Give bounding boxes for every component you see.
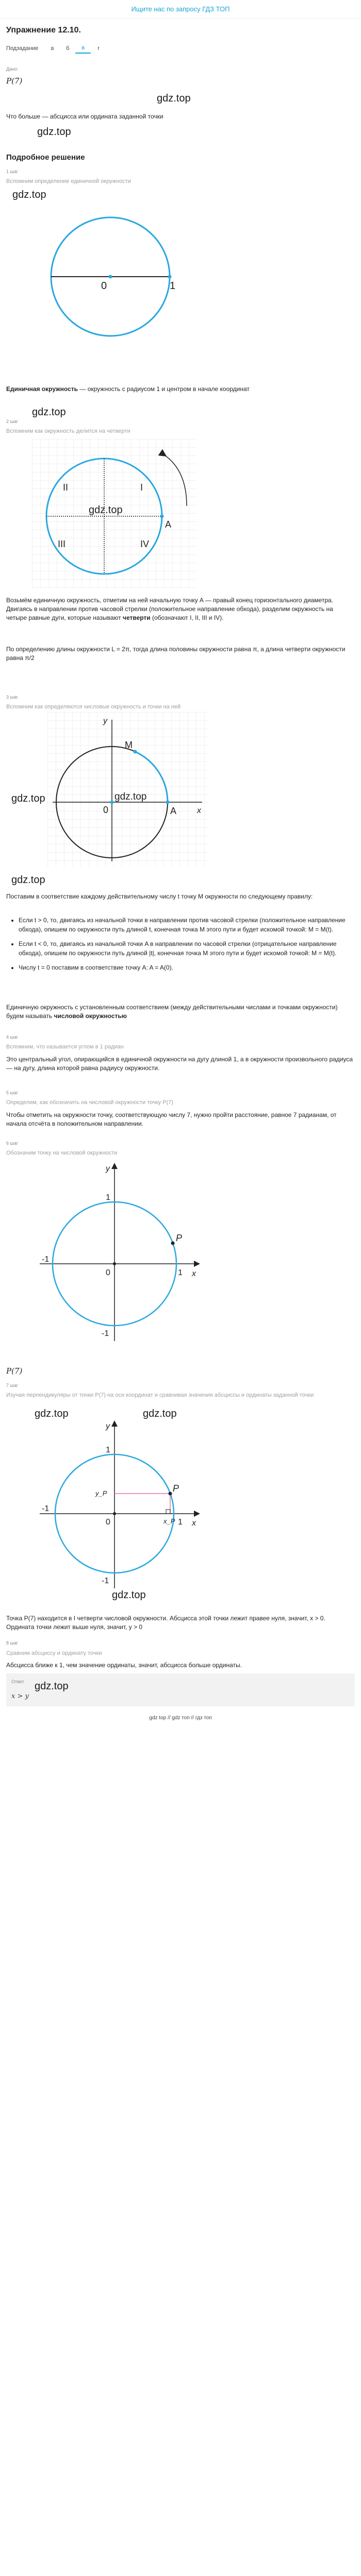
origin-point (113, 1512, 116, 1515)
sublevel-tab-a[interactable]: а (51, 45, 54, 52)
label-neg-x: -1 (42, 1255, 50, 1264)
label-o: 0 (106, 1517, 110, 1527)
step-hint: Определим, как обозначить на числовой окружности точку P(7) (6, 1099, 174, 1106)
point-p (169, 1492, 172, 1495)
watermark: gdz.top (12, 189, 46, 200)
sublevel-tab-g[interactable]: г (97, 45, 100, 52)
step-hint: Вспомним как определяются числовые окружность и точки на ней (6, 703, 181, 710)
quarters-term: четверти (122, 614, 151, 622)
right-angle-mark (166, 1510, 170, 1514)
step-6 (6, 1140, 355, 1382)
label-y: y (103, 716, 107, 725)
watermark: gdz.top (11, 874, 45, 886)
unit-circle-definition (6, 385, 250, 394)
point-m (134, 750, 137, 753)
step-tag: 3 шаг (6, 694, 19, 700)
coordinates-diagram (35, 1418, 205, 1594)
step-tag: 5 шаг (6, 1090, 19, 1095)
label-one-x: 1 (178, 1268, 183, 1277)
step-hint: Изучая перпендикуляры от точки P(7) на оси координат и сравнивая значения абсциссы и ординаты заданной точки (6, 1392, 314, 1398)
center-point (109, 275, 112, 278)
top-banner-link[interactable]: Ищите нас по запросу ГДЗ ТОП (131, 5, 230, 13)
watermark: gdz.top (157, 93, 191, 105)
mapping-rules (6, 916, 355, 977)
step-tag: 8 шаг (6, 1640, 19, 1646)
step-3 (6, 694, 355, 1034)
step-4 (6, 1034, 355, 1090)
radian-text: Это центральный угол, опирающийся в единичной окружности на дугу длиной 1, а в окружности произвольного радиуса — на дугу, длина которой равна радиусу окружности. (6, 1055, 353, 1072)
step-tag: 4 шаг (6, 1034, 19, 1040)
rule-item: • Если t > 0, то, двигаясь из начальной точки в направлении против часовой стрелки (положительное направление обхода), опишем по окружности путь длиной t, конечная точка M этого пути и будет искомой точкой: M = M(t). (19, 916, 355, 934)
step-8 (6, 1640, 355, 1670)
label-one-y: 1 (106, 1193, 110, 1202)
step-hint: Обозначим точку на числовой окружности (6, 1149, 118, 1156)
label-m: M (125, 739, 133, 750)
step-hint: Вспомним, что называется углом в 1 радиан (6, 1043, 124, 1050)
origin-point (113, 1262, 116, 1265)
label-zero: 0 (101, 280, 107, 292)
watermark: gdz.top (11, 792, 45, 804)
quarters-diagram (32, 439, 197, 588)
unit-circle-diagram (43, 210, 177, 344)
definition-text: — окружность с радиусом 1 и центром в начале координат (78, 385, 250, 393)
label-a: A (170, 805, 177, 816)
mapping-intro: Поставим в соответствие каждому действительному числу t точку M окружности по следующему правилу: (6, 892, 313, 900)
point-one (168, 275, 172, 278)
label-yp: y_P (95, 1489, 107, 1497)
quarters-text (6, 596, 355, 623)
watermark: gdz.top (143, 1408, 177, 1419)
circumference-text: По определению длины окружности L = 2π, тогда длина половины окружности равна π, а длина четверти окружности равна π/2 (6, 645, 346, 662)
step-tag: 1 шаг (6, 168, 19, 174)
label-x: x (197, 806, 201, 815)
label-a: A (165, 519, 172, 530)
number-circle-definition (6, 1003, 355, 1021)
footer: gdz top // gdz топ // гдз топ (149, 1715, 212, 1721)
watermark: gdz.top (32, 406, 66, 418)
solution-title: Подробное решение (6, 153, 85, 162)
label-p: P (176, 1232, 183, 1243)
step-tag: 6 шаг (6, 1140, 19, 1146)
origin-point (110, 800, 114, 804)
top-banner (0, 0, 361, 19)
main-content (0, 25, 361, 1730)
definition-text: Единичную окружность с установленным соответствием (между действительными числами и точками окружности) будем называть (6, 1003, 338, 1020)
label-neg-y: -1 (102, 1329, 109, 1338)
number-circle-diagram (47, 712, 207, 867)
label-p: P (173, 1483, 179, 1494)
label-o: 0 (103, 804, 109, 815)
quarter-label-4: IV (140, 538, 150, 549)
rule-item: • Числу t = 0 поставим в соответствие точку A: A = A(0). (19, 963, 355, 972)
answer-tag: Ответ (11, 1679, 24, 1684)
page-title: Упражнение 12.10. (6, 26, 81, 35)
quarter-label-3: III (58, 538, 66, 549)
quarters-text-part1: Возьмём единичную окружность, отметим на ней начальную точку A — правый конец горизонтального диаметра. Двигаясь в направлении против часовой стрелки (положительное направление обхода), разделим окружность на четыре равные дуги, которые называют (6, 596, 333, 622)
label-one: 1 (170, 280, 176, 292)
given-section (6, 66, 355, 143)
label-neg-y: -1 (102, 1576, 109, 1585)
quadrant-text: Точка P(7) находится в I четверти числовой окружности. Абсцисса этой точки лежит правее нуля, значит, x > 0. Ордината точки лежит выше нуля, значит, y > 0 (6, 1614, 325, 1631)
definition-term: Единичная окружность (6, 385, 78, 393)
plot-method-text: Чтобы отметить на окружности точку, соответствующую числу 7, нужно пройти расстояние, равное 7 радианам, от начала отсчёта в положительном направлении. (6, 1111, 337, 1128)
step-hint: Вспомним как окружность делится на четверти (6, 428, 130, 434)
sublevel-tab-b[interactable]: б (66, 45, 70, 52)
step-7 (6, 1382, 355, 1614)
point-caption: P(7) (6, 1366, 23, 1376)
watermark: gdz.top (89, 504, 123, 516)
label-xp: x_P (163, 1517, 175, 1525)
label-x: x (192, 1518, 196, 1528)
answer-value: x > y (11, 1692, 29, 1700)
label-one-y: 1 (106, 1445, 110, 1454)
sublevel-tab-v[interactable]: в (75, 43, 91, 54)
answer-box (6, 1673, 355, 1706)
watermark: gdz.top (114, 791, 147, 802)
point-a (160, 514, 164, 518)
point-p-diagram (35, 1161, 205, 1346)
label-neg-x: -1 (42, 1504, 50, 1513)
step-1 (6, 168, 355, 418)
label-x: x (192, 1269, 196, 1278)
step-tag: 7 шаг (6, 1382, 19, 1388)
quarter-label-2: II (63, 482, 69, 493)
rule-item: • Если t < 0, то, двигаясь из начальной точки A в направлении по часовой стрелки (отрицательное направление обхода), опишем по окружности путь длиной |t|, конечная точка M этого пути и будет искомой точкой: M = M(t). (19, 939, 355, 958)
label-y: y (106, 1421, 110, 1431)
quarter-label-1: I (140, 482, 143, 493)
given-question: Что больше — абсцисса или ордината заданной точки (6, 113, 163, 121)
step-hint: Вспомним определение единичной окружности (6, 178, 132, 184)
point-a (166, 800, 170, 804)
watermark: gdz.top (37, 126, 71, 138)
given-point: P(7) (6, 76, 23, 86)
watermark: gdz.top (35, 1408, 69, 1419)
step-2 (6, 418, 355, 694)
step-tag: 2 шаг (6, 418, 19, 424)
sublevel-label: Подзадание (6, 45, 39, 52)
label-one-x: 1 (178, 1517, 183, 1527)
quarters-text-part2: (обозначают I, II, III и IV). (152, 614, 224, 622)
given-tag: Дано: (6, 66, 19, 72)
label-y: y (106, 1164, 110, 1173)
sublevel-tabs (6, 43, 355, 54)
watermark: gdz.top (112, 1589, 146, 1601)
label-o: 0 (106, 1268, 110, 1277)
comparison-text: Абсцисса ближе к 1, чем значение ординаты, значит, абсцисса больше ординаты. (6, 1662, 242, 1669)
watermark: gdz.top (35, 1680, 69, 1692)
point-p (171, 1241, 175, 1245)
definition-term: числовой окружностью (54, 1012, 127, 1020)
step-5 (6, 1090, 355, 1140)
step-hint: Сравним абсциссу и ординату точки (6, 1650, 102, 1656)
